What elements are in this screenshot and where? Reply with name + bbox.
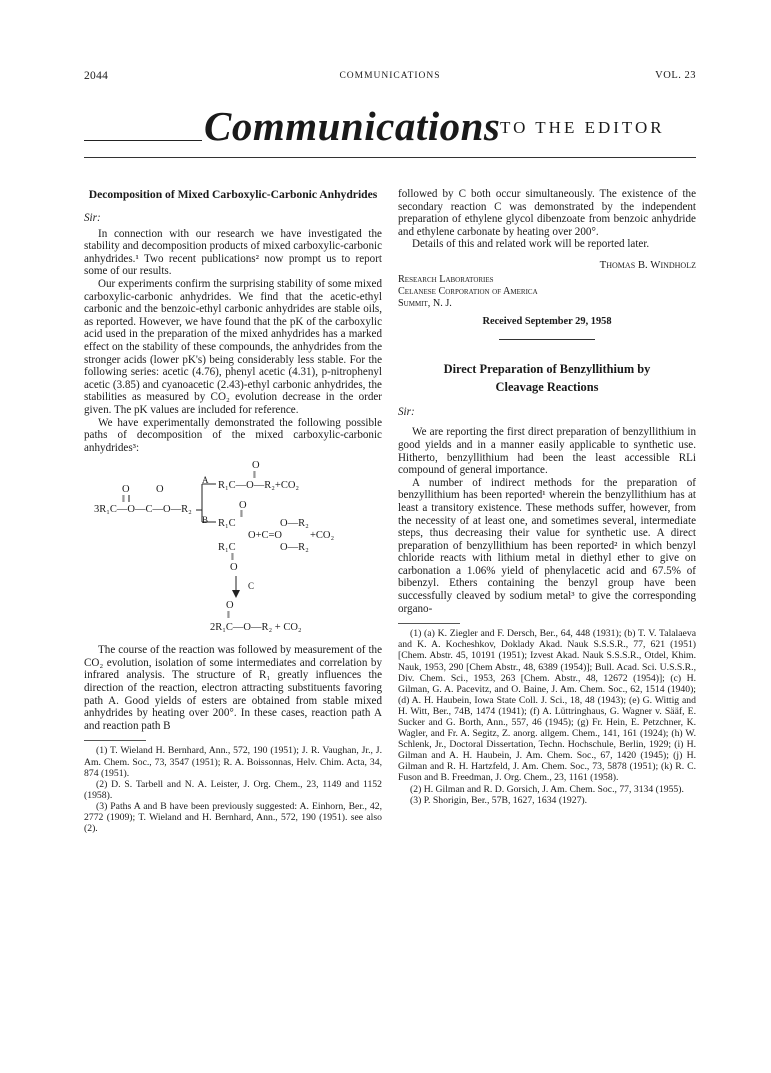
volume-label: VOL. 23 xyxy=(655,70,696,81)
path-b-bond: ‖ xyxy=(240,509,243,521)
path-b-label: B xyxy=(202,515,209,526)
path-c-oxygen: O xyxy=(226,600,234,612)
footnote: (2) H. Gilman and R. D. Gorsich, J. Am. Chem. Soc., 77, 3134 (1955). xyxy=(410,783,684,795)
path-a-oxygen: O xyxy=(252,460,260,472)
masthead-rule xyxy=(84,157,696,158)
path-b-lower-bond: ‖ xyxy=(231,552,234,564)
article1-paragraph: followed by C both occur simultaneously. The existence of the secondary reaction C was demonstrated by the independent preparation of ethylene glycol dibenzoate from benzoic anhydride and ethylene carbonate by heating over 200°. xyxy=(398,188,696,238)
author-name: Thomas B. Windholz xyxy=(599,258,696,271)
article1-footnotes xyxy=(84,745,382,834)
article2-title-line: Cleavage Reactions xyxy=(495,379,599,394)
path-b-lower-oxygen: O xyxy=(230,562,238,574)
path-b-center: O+C=O xyxy=(248,530,283,542)
path-b-o-right: O—R₂ xyxy=(280,518,309,530)
affiliation-line: Summit, N. J. xyxy=(398,297,452,309)
path-b-co2: +CO₂ xyxy=(310,530,335,542)
footnote: (3) P. Shorigin, Ber., 57B, 1627, 1634 (1927). xyxy=(410,794,588,806)
affiliation-line: Research Laboratories xyxy=(398,273,494,285)
article2-footnotes xyxy=(398,628,696,806)
path-a-label: A xyxy=(202,475,209,486)
masthead-rule-left xyxy=(84,140,202,141)
masthead-subtitle: TO THE EDITOR xyxy=(500,118,665,137)
reaction-scheme xyxy=(84,460,382,638)
masthead-title: Communications xyxy=(204,103,501,149)
path-c-label: C xyxy=(248,581,255,592)
path-b-upper: R₁C xyxy=(218,518,236,530)
footnote-rule xyxy=(398,623,460,624)
left-column xyxy=(84,188,382,834)
scheme-reactant: 3R₁C—O—C—O—R₂ xyxy=(94,504,192,516)
received-date: Received September 29, 1958 xyxy=(482,316,612,328)
article1-paragraph: In connection with our research we have investigated the stability and decomposition products of mixed carboxylic-carbonic anhydrides.¹ Two recent publications² now prompt us to report some of our results. xyxy=(84,227,382,278)
article2-paragraph: We are reporting the first direct preparation of benzyllithium in good yields and in a manner easily applicable to synthetic use. Hitherto, benzyllithium had been the least accessible RLi compound of general importance. xyxy=(398,426,696,477)
footnote-rule xyxy=(84,740,146,741)
masthead xyxy=(84,102,696,150)
author-affiliation xyxy=(398,274,696,311)
affiliation-line: Celanese Corporation of America xyxy=(398,285,538,297)
footnote: (3) Paths A and B have been previously suggested: A. Einhorn, Ber., 42, 2772 (1909); T. Wieland and H. Bernhard, Ann., 572, 190 (1951). see also (2). xyxy=(84,800,382,835)
path-a-bond: ‖ xyxy=(253,470,256,482)
path-c-bond: ‖ xyxy=(227,610,230,622)
right-column xyxy=(398,188,696,806)
path-b-oxygen: O xyxy=(239,500,247,512)
article2-paragraph: A number of indirect methods for the preparation of benzyllithium has been reported¹ wherein the benzyllithium has at least a transitory existence. These methods suffer, however, from the necessity of at least one, and sometimes several, intermediate steps, thus decreasing their value for synthetic use. A direct preparation of benzyllithium has been reported² in which benzyl chloride reacts with lithium metal in diethyl ether to give on carbonation a 1.06% yield of phenylacetic acid and 67.5% of bibenzyl. Ethers containing the benzyl group have been successfully cleaved by sodium metal³ to give the corresponding organo- xyxy=(398,476,696,615)
footnote: (2) D. S. Tarbell and N. A. Leister, J. Org. Chem., 23, 1149 and 1152 (1958). xyxy=(84,778,382,801)
article1-paragraph: The course of the reaction was followed by measurement of the CO₂ evolution, isolation of some intermediates and correlation by infrared analysis. The structure of R₁ greatly influences the direction of the reaction, electron attracting substituents favoring path A. Good yields of esters are obtained from stable mixed anhydrides by heating over 200°. In these cases, reaction path A and reaction path B xyxy=(84,644,382,732)
footnote: (1) T. Wieland H. Bernhard, Ann., 572, 190 (1951); J. R. Vaughan, Jr., J. Am. Chem. Soc., 73, 3547 (1951); R. A. Boissonnas, Helv. Chim. Acta, 34, 874 (1951). xyxy=(84,745,382,779)
article1-paragraph: Our experiments confirm the surprising stability of some mixed carboxylic-carbonic anhydrides. We find that the acetic-ethyl carbonic and the benzoic-ethyl carbonic anhydrides are stable oils, as reported. However, we have found that the pK of the carboxylic acid used in the preparation of the mixed anhydrides has a marked effect on the stability of these compounds, the anhydrides from the stronger acids (lower pK's) being considerably less stable. For the following series: acetic (4.76), phenyl acetic (4.31), p-nitrophenyl acetic (3.85) and cyanoacetic (2.43)-ethyl carbonic anhydrides, the stabilities as measured by CO₂ evolution decrease in the order given. The pK values are included for reference. xyxy=(84,277,382,416)
article2-title xyxy=(398,360,696,396)
path-a-product: R₁C—O—R₂+CO₂ xyxy=(218,480,300,492)
scheme-reactant-bonds: ‖ ‖ xyxy=(122,494,131,506)
article2-title-line: Direct Preparation of Benzyllithium by xyxy=(443,361,651,376)
scheme-reactant-o1: O xyxy=(122,484,130,496)
footnote: (1) (a) K. Ziegler and F. Dersch, Ber., 64, 448 (1931); (b) T. V. Talalaeva and K. A. Kocheshkov, Doklady Akad. Nauk S.S.S.R., 77, 621 (1951) [Chem. Abstr. 45, 10191 (1951); Izvest Akad. Nauk S.S.S.R., Otdel, Khim. Nauk, 1953, 290 [Chem Abstr., 48, 6389 (1954)]; Bull. Acad. Sci. U.S.S.R., Div. Chem. Sci., 1953, 263 [Chem. Abstr., 48, 12672 (1954)]; (c) H. Gilman, G. A. Pacevitz, and O. Baine, J. Am. Chem. Soc., 62, 1514 (1940); (d) A. H. Haubein, Iowa State Coll. J. Sci., 18, 48 (1943); (e) G. Wittig and H. Witt, Ber., 74B, 1474 (1941); (f) A. Lüttringhaus, G. Wagner v. Sääf, E. Sucker and G. Borth, Ann., 557, 46 (1945); (g) Fr. Hein, E. Petzchner, K. Wagler, and Fr. A. Segitz, Z. anorg. allgem. Chem., 141, 161 (1924); (h) W. Schlenk, Jr., Doctoral Dissertation, Techn. Hochschule, Berlin, 1929; (i) H. Gilman and A. H. Haubein, J. Am. Chem. Soc., 67, 1420 (1945); (j) H. Gilman and R. H. Hartzfeld, J. Am. Chem. Soc., 73, 5878 (1951); (k) R. C. Fuson and B. Freedman, J. Org. Chem., 23, 1161 (1958). xyxy=(398,628,696,784)
article2-salutation: Sir: xyxy=(398,405,415,418)
article1-paragraph: Details of this and related work will be reported later. xyxy=(412,238,650,251)
path-c-arrow xyxy=(230,576,244,600)
article1-salutation: Sir: xyxy=(84,212,101,224)
scheme-reactant-o2: O xyxy=(156,484,164,496)
path-c-product: 2R₁C—O—R₂ + CO₂ xyxy=(210,622,302,634)
article1-title: Decomposition of Mixed Carboxylic-Carbonic Anhydrides xyxy=(88,188,378,201)
section-name: COMMUNICATIONS xyxy=(339,71,441,81)
article1-paragraph: We have experimentally demonstrated the following possible paths of decomposition of the mixed carboxylic-carbonic anhydrides³: xyxy=(84,416,382,454)
page-number: 2044 xyxy=(84,70,109,82)
path-b-o-right2: O—R₂ xyxy=(280,542,309,554)
article-separator xyxy=(499,339,595,340)
path-b-lower: R₁C xyxy=(218,542,236,554)
